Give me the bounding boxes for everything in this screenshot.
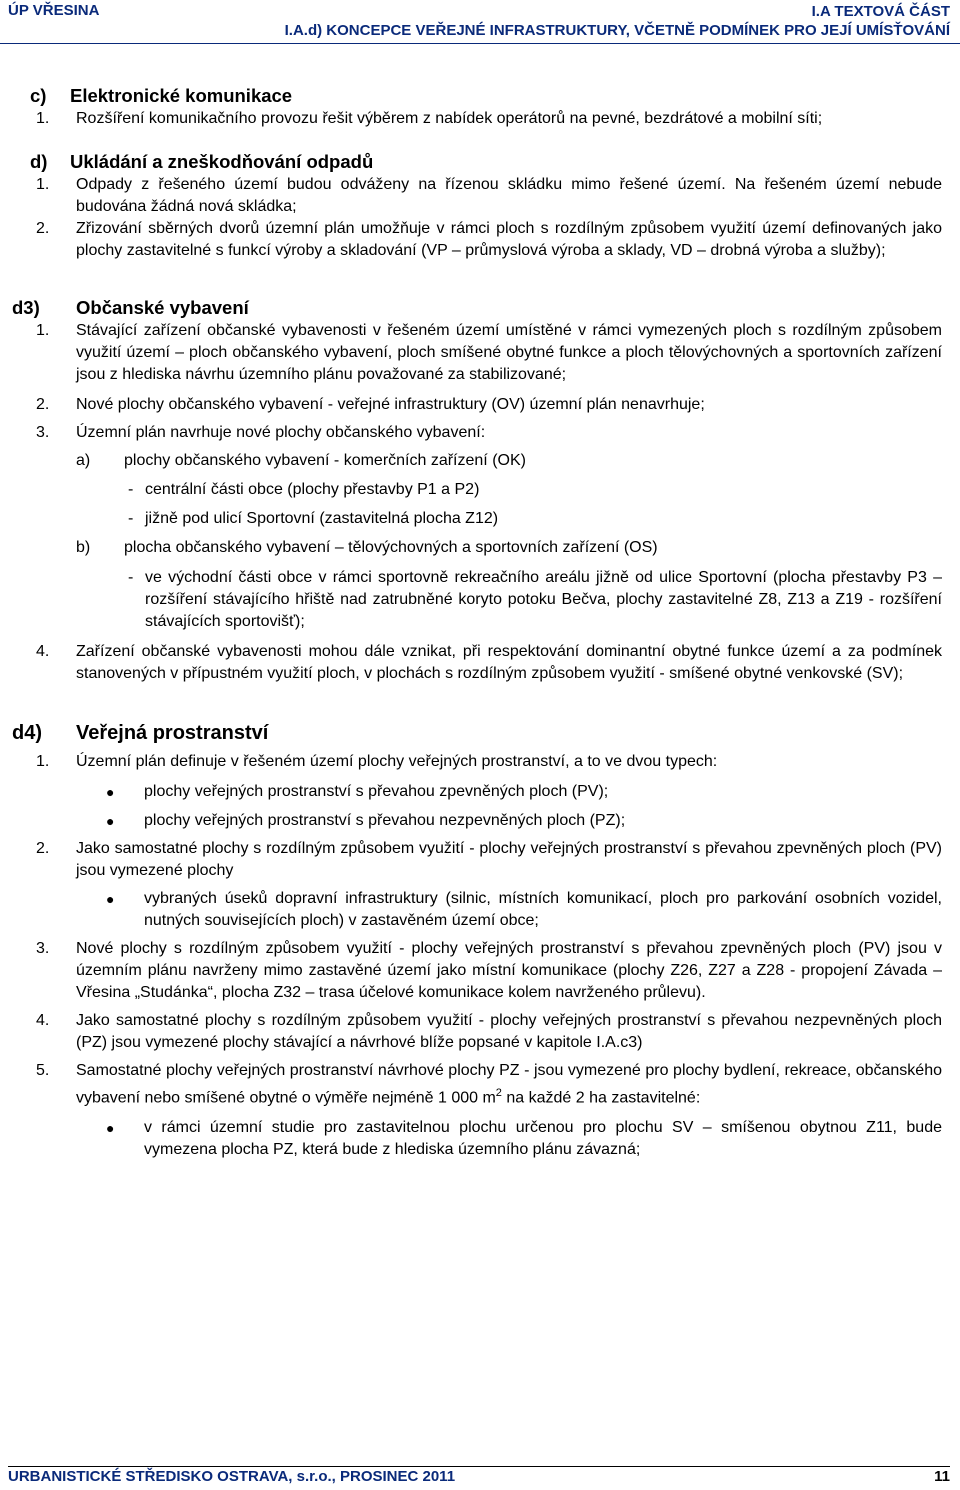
dash-item: - centrální části obce (plochy přestavby P1 a P2) xyxy=(128,481,480,498)
bullet-item: ● vybraných úseků dopravní infrastruktury (silnic, místních komunikací, ploch pro parkování osobních vozidel, nutných souvisejících ploch) v zastavěném území obce; xyxy=(106,888,942,932)
page-footer xyxy=(8,1466,950,1485)
list-item: 2. Jako samostatné plochy s rozdílným způsobem využití - plochy veřejných prostranství s převahou zpevněných ploch (PV) jsou vymezené plochy xyxy=(36,840,942,879)
section-title: Veřejná prostranství xyxy=(76,722,269,744)
sub-item: b) plocha občanského vybavení – tělovýchovných a sportovních zařízení (OS) xyxy=(76,539,658,556)
section-heading-d4: d4) Veřejná prostranství xyxy=(12,722,269,744)
bullet-item: ● v rámci územní studie pro zastavitelnou plochu určenou pro plochu SV – smíšenou obytnou Z11, bude vymezena plocha PZ, která bude z hlediska územního plánu závazná; xyxy=(106,1117,942,1161)
sub-item: a) plochy občanského vybavení - komerčních zařízení (OK) xyxy=(76,452,526,469)
header-right xyxy=(285,2,950,40)
section-heading-d3: d3) Občanské vybavení xyxy=(12,297,249,318)
section-title: Elektronické komunikace xyxy=(70,85,293,106)
list-item: 1. Stávající zařízení občanské vybavenosti v řešeném území umístěné v rámci vymezených ploch s rozdílným způsobem využití území – ploch občanského vybavení, ploch smíšené obytné funkce a ploch tělovýchovných a sportovních zařízení jsou z hlediska návrhu územního plánu považované za stabilizované; xyxy=(36,322,942,383)
list-item: 3. Nové plochy s rozdílným způsobem využití - plochy veřejných prostranství s převahou zpevněných ploch (PV) jsou v územním plánu navrženy mimo zastavěné území jako místní komunikace (plochy Z26, Z27 a Z28 - propojení Závada – Vřesina „Studánka“, plocha Z32 – trasa účelové komunikace kolem navrženého průlevu). xyxy=(36,940,942,1001)
list-item: 1. Územní plán definuje v řešeném území plochy veřejných prostranství, a to ve dvou typech: xyxy=(36,753,718,770)
bullet-icon: ● xyxy=(106,1120,115,1137)
list-item: 3. Územní plán navrhuje nové plochy občanského vybavení: xyxy=(36,424,486,441)
bullet-icon: ● xyxy=(106,891,115,907)
document-body xyxy=(12,84,942,1161)
bullet-item: ● plochy veřejných prostranství s převahou zpevněných ploch (PV); xyxy=(106,781,942,803)
list-item: 5. Samostatné plochy veřejných prostranství návrhové plochy PZ - jsou vymezené pro plochy bydlení, rekreace, občanského vybavení nebo smíšené obytné o výměře nejméně 1 000 $m^2$ na každé 2 ha zastavitelné: xyxy=(36,1062,942,1107)
list-item: 4. Zařízení občanské vybavenosti mohou dále vznikat, při respektování dominantní obytné funkce území a za podmínek stanovených v přípustném využití ploch, v plochách s rozdílným způsobem využití - smíšené obytné venkovské (SV); xyxy=(36,643,942,682)
bullet-icon: ● xyxy=(106,813,115,829)
dash-item: - ve východní části obce v rámci sportovně rekreačního areálu jižně od ulice Sportovní (plocha přestavby P3 – rozšíření stávajícího hřiště nad zatrubněné koryto potoku Bečva, plochy zastavitelné Z8, Z13 a Z19 - rozšíření stávajících sportovišť); xyxy=(128,569,942,630)
page-number: 11 xyxy=(934,1468,950,1485)
section-title: Ukládání a zneškodňování odpadů xyxy=(70,151,374,172)
header-divider xyxy=(0,43,960,44)
section-title: Občanské vybavení xyxy=(76,297,249,318)
list-item: 2. Nové plochy občanského vybavení - veřejné infrastruktury (OV) územní plán nenavrhuje; xyxy=(36,396,705,413)
list-item: 1. Rozšíření komunikačního provozu řešit výběrem z nabídek operátorů na pevné, bezdrátové a mobilní síti; xyxy=(36,110,823,127)
header-left: ÚP VŘESINA xyxy=(8,2,100,19)
section-heading-d: d) Ukládání a zneškodňování odpadů xyxy=(30,151,374,172)
section-heading-c: c) Elektronické komunikace xyxy=(30,85,293,106)
bullet-icon: ● xyxy=(106,784,115,800)
list-item: 2. Zřizování sběrných dvorů územní plán umožňuje v rámci ploch s rozdílným způsobem využití území definovaných jako plochy zastavitelné s funkcí výroby a skladování (VP – průmyslová výroba a sklady, VD – drobná výroba a služby); xyxy=(36,220,942,259)
header-right-line2: I.A.d) KONCEPCE VEŘEJNÉ INFRASTRUKTURY, VČETNĚ PODMÍNEK PRO JEJÍ UMÍSŤOVÁNÍ xyxy=(284,22,950,39)
dash-item: - jižně pod ulicí Sportovní (zastavitelná plocha Z12) xyxy=(128,510,499,527)
bullet-item: ● plochy veřejných prostranství s převahou nezpevněných ploch (PZ); xyxy=(106,810,942,832)
list-item: 1. Odpady z řešeného území budou odváženy na řízenou skládku mimo řešené území. Na řešeném území nebude budována žádná nová skládka; xyxy=(36,176,942,215)
header-right-line1: I.A TEXTOVÁ ČÁST xyxy=(811,3,950,20)
list-item: 4. Jako samostatné plochy s rozdílným způsobem využití - plochy veřejných prostranství s převahou nezpevněných ploch (PZ) jsou vymezené plochy stávající a návrhové blíže popsané v kapitole I.A.c3) xyxy=(36,1012,942,1051)
footer-text: URBANISTICKÉ STŘEDISKO OSTRAVA, s.r.o., PROSINEC 2011 xyxy=(8,1468,456,1485)
